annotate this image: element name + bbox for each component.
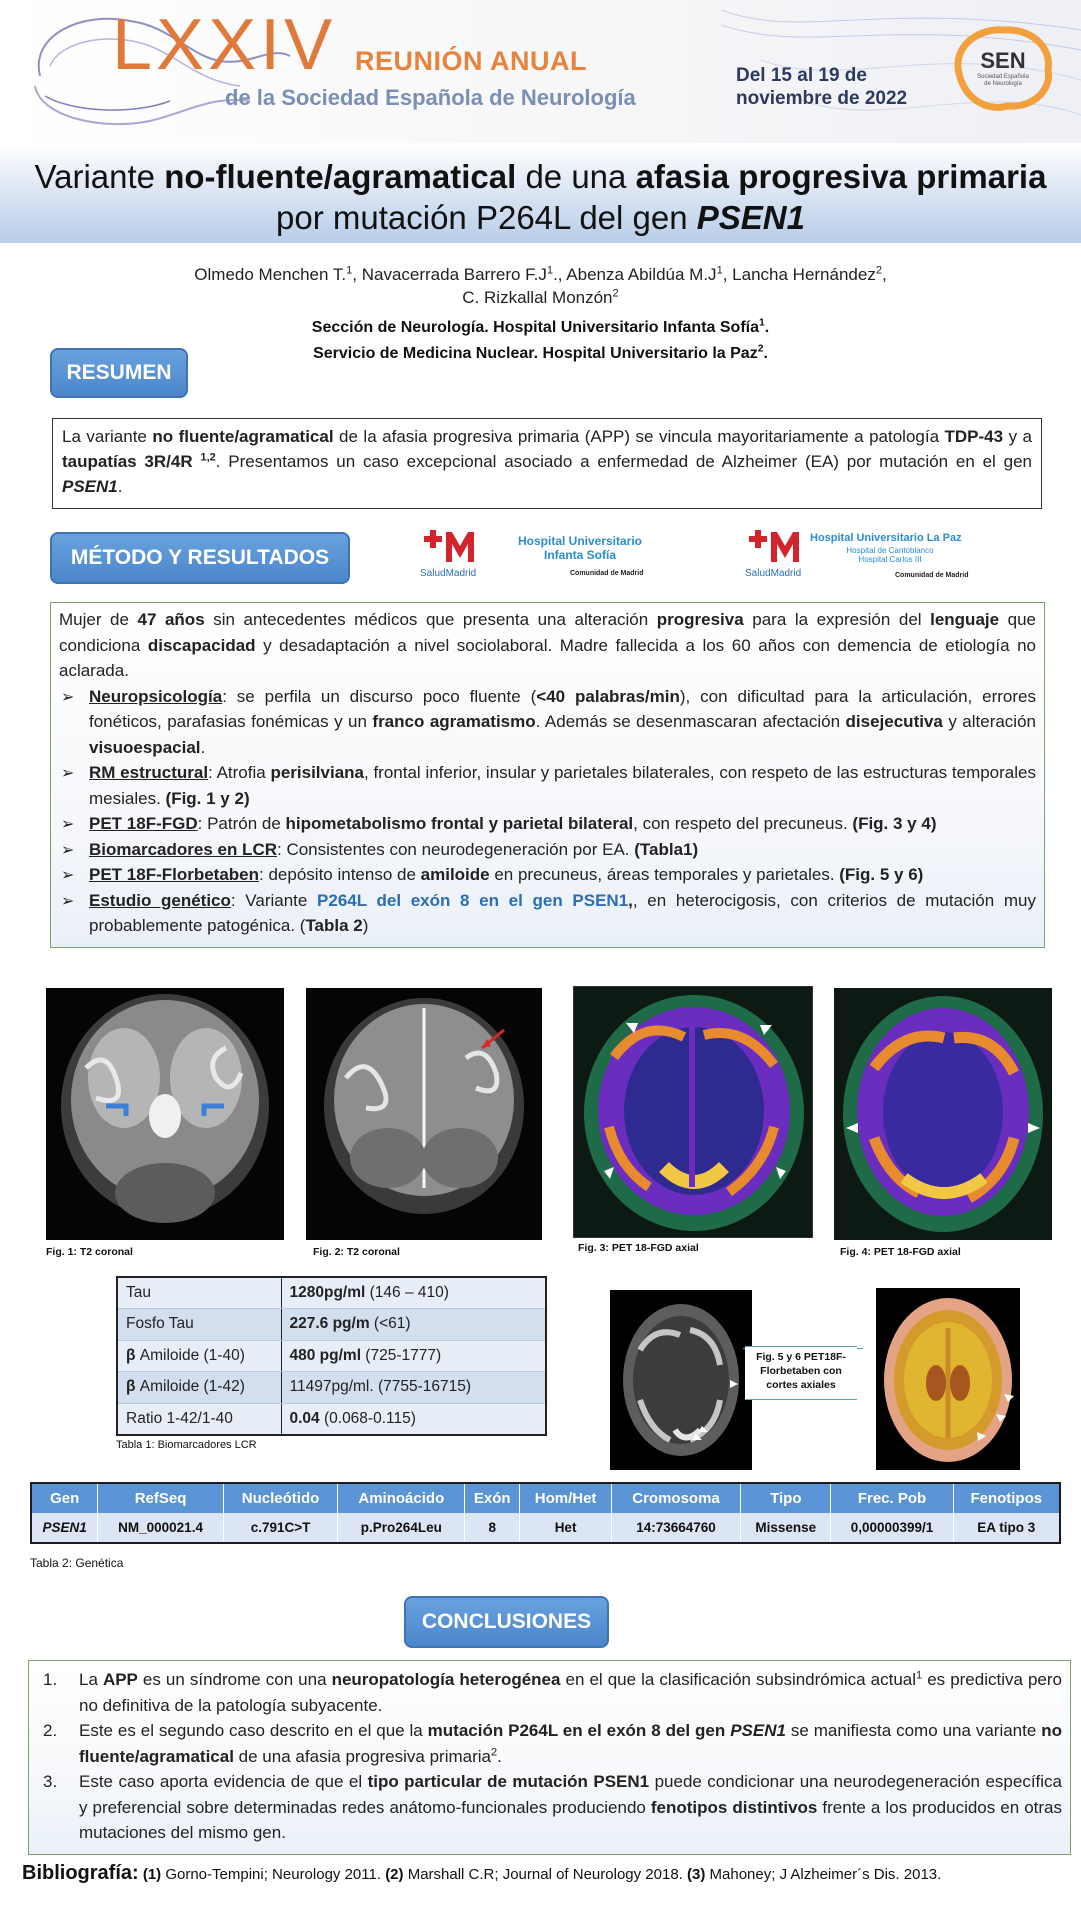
- genetics-table: [30, 1482, 1061, 1544]
- hospital-la-paz-logo: SaludMadrid Hospital Universitario La Paz Hospital de Cantoblanco Hospital Carlos III Comunidad de Madrid: [745, 532, 969, 579]
- figure-5-amyloid-pet: [610, 1290, 752, 1470]
- resumen-box: La variante no fluente/agramatical de la afasia progresiva primaria (APP) se vincula mayoritariamente a patología TDP-43 y a taupatías 3R/4R $^{1,2}$. Presentamos un caso excepcional asociado a enfermedad de Alzheimer (EA) por mutación en el gen PSEN1.: [52, 418, 1042, 509]
- column-header: Hom/Het: [520, 1483, 612, 1513]
- table-row: [117, 1309, 546, 1341]
- list-item: 3. Este caso aporta evidencia de que el tipo particular de mutación PSEN1 puede condicionar una neurodegeneración específica y preferencial sobre determinadas redes anátomo-funcionales produciendo fenotipos distintivos frente a los producidos en otras mutaciones del mismo gen.: [43, 1772, 1062, 1842]
- table-row: [117, 1340, 546, 1372]
- figure-4-pet: [834, 988, 1052, 1240]
- affiliations: Sección de Neurología. Hospital Universitario Infanta Sofía$^1$. Servicio de Medicina Nuclear. Hospital Universitario la Paz$^2$.: [311, 317, 770, 362]
- figure-5-6-caption: Fig. 5 y 6 PET18F-Florbetaben con cortes axiales: [745, 1346, 857, 1400]
- authors: Olmedo Menchen T.$^1$, Navacerrada Barrero $F.J^1$., Abenza Abildúa $M.J^1$, Lancha Hernández$^2$, C. Rizkallal Monzón$^2$: [194, 264, 887, 307]
- meeting-dates: Del 15 al 19 de noviembre de 2022: [736, 65, 908, 109]
- column-header: Gen: [31, 1483, 98, 1513]
- metodo-intro: Mujer de 47 años sin antecedentes médicos que presenta una alteración progresiva para la expresión del lenguaje que condiciona discapacidad y desadaptación a nivel sociolaboral. Madre fallecida a los 60 años con demencia de etiología no aclarada.: [59, 610, 1037, 680]
- table-cell: NM_000021.4: [98, 1513, 223, 1543]
- figure-1-caption: Fig. 1: T2 coronal: [46, 1246, 133, 1258]
- list-item: ➢ Biomarcadores en LCR: Consistentes con neurodegeneración por EA. (Tabla1): [59, 837, 1036, 863]
- header-banner: [0, 0, 1081, 143]
- figure-2-caption: Fig. 2: T2 coronal: [313, 1246, 400, 1258]
- list-item: ➢ PET 18F-FGD: Patrón de hipometabolismo frontal y parietal bilateral, con respeto del precuneus. (Fig. 3 y 4): [59, 811, 1036, 837]
- figure-4-caption: Fig. 4: PET 18-FGD axial: [840, 1246, 961, 1258]
- list-item: ➢ RM estructural: Atrofia perisilviana, frontal inferior, insular y parietales bilaterales, con respeto de las estructuras temporales mesiales. (Fig. 1 y 2): [59, 760, 1036, 811]
- column-header: Nucleótido: [223, 1483, 338, 1513]
- biomarker-value: 227.6 pg/m (<61): [281, 1309, 546, 1341]
- table-row: [117, 1403, 546, 1435]
- column-header: Frec. Pob: [831, 1483, 953, 1513]
- list-item: 1. La APP es un síndrome con una neuropatología heterogénea en el que la clasificación subsindrómica actual$^1$ es predictiva pero no definitiva de la patología subyacente.: [43, 1669, 1063, 1715]
- section-resumen-header: RESUMEN: [50, 348, 188, 398]
- figure-2-mri: [306, 988, 542, 1240]
- table-cell: Missense: [741, 1513, 831, 1543]
- meeting-label: REUNIÓN ANUAL: [355, 46, 587, 76]
- table-1-caption: Tabla 1: Biomarcadores LCR: [116, 1439, 257, 1451]
- column-header: RefSeq: [98, 1483, 223, 1513]
- column-header: Exón: [465, 1483, 520, 1513]
- table-cell: PSEN1: [31, 1513, 98, 1543]
- biomarker-label: Tau: [117, 1277, 281, 1309]
- poster-title: Variante no-fluente/agramatical de una afasia progresiva primaria por mutación P264L del gen PSEN1: [34, 158, 1047, 236]
- table-row: [117, 1277, 546, 1309]
- figure-3-caption: Fig. 3: PET 18-FGD axial: [578, 1242, 699, 1254]
- list-item: 2. Este es el segundo caso descrito en el que la mutación P264L en el exón 8 del gen PSEN1 se manifiesta como una variante no fluente/agramatical de una afasia progresiva primaria$^2$.: [43, 1721, 1062, 1766]
- column-header: Aminoácido: [338, 1483, 465, 1513]
- biomarker-value: 1280pg/ml (146 – 410): [281, 1277, 546, 1309]
- sen-logo: SEN Sociedad Española de Neurología: [948, 20, 1058, 116]
- biomarker-value: 480 pg/ml (725-1777): [281, 1340, 546, 1372]
- list-item: ➢ Neuropsicología: se perfila un discurso poco fluente (<40 palabras/min), con dificultad para la articulación, errores fonéticos, parafasias fonémicas y un franco agramatismo. Además se desenmascaran afectación disejecutiva y alteración visuoespacial.: [59, 684, 1036, 761]
- biomarkers-table: [116, 1276, 547, 1436]
- figure-3-pet: [573, 986, 813, 1238]
- table-cell: EA tipo 3: [953, 1513, 1060, 1543]
- hospital-infanta-sofia-logo: SaludMadrid Hospital Universitario Infanta Sofía Comunidad de Madrid: [420, 530, 660, 584]
- table-row: [117, 1372, 546, 1404]
- table-row: [31, 1513, 1060, 1543]
- table-cell: 8: [465, 1513, 520, 1543]
- table-cell: Het: [520, 1513, 612, 1543]
- biomarker-label: Ratio 1-42/1-40: [117, 1403, 281, 1435]
- list-item: ➢ Estudio genético: Variante P264L del exón 8 en el gen PSEN1,, en heterocigosis, con criterios de mutación muy probablemente patogénica. (Tabla 2): [59, 888, 1036, 939]
- metodo-box: [50, 602, 1045, 948]
- list-item: ➢ PET 18F-Florbetaben: depósito intenso de amiloide en precuneus, áreas temporales y parietales. (Fig. 5 y 6): [59, 862, 1036, 888]
- biomarker-label: β Amiloide (1-42): [117, 1372, 281, 1404]
- figure-1-mri: [46, 988, 284, 1240]
- biomarker-label: β Amiloide (1-40): [117, 1340, 281, 1372]
- biomarker-value: 0.04 (0.068-0.115): [281, 1403, 546, 1435]
- table-cell: c.791C>T: [223, 1513, 338, 1543]
- figure-6-amyloid-pet: [876, 1288, 1020, 1470]
- column-header: Fenotipos: [953, 1483, 1060, 1513]
- table-cell: 0,00000399/1: [831, 1513, 953, 1543]
- conclusiones-box: [28, 1660, 1071, 1855]
- biomarker-label: Fosfo Tau: [117, 1309, 281, 1341]
- table-2-caption: Tabla 2: Genética: [30, 1556, 124, 1570]
- table-cell: p.Pro264Leu: [338, 1513, 465, 1543]
- section-metodo-header: MÉTODO Y RESULTADOS: [50, 532, 350, 584]
- column-header: Cromosoma: [611, 1483, 740, 1513]
- section-conclusiones-header: CONCLUSIONES: [404, 1596, 609, 1648]
- biomarker-value: 11497pg/ml. (7755-16715): [281, 1372, 546, 1404]
- table-header-row: [31, 1483, 1060, 1513]
- society-name: de la Sociedad Española de Neurología: [225, 85, 636, 110]
- meeting-number: LXXIV: [112, 5, 337, 85]
- bibliography: Bibliografía: (1) Gorno-Tempini; Neurology 2011. (2) Marshall C.R; Journal of Neurology 2018. (3) Mahoney; J Alzheimer´s Dis. 2013.: [22, 1862, 942, 1884]
- table-cell: 14:73664760: [611, 1513, 740, 1543]
- column-header: Tipo: [741, 1483, 831, 1513]
